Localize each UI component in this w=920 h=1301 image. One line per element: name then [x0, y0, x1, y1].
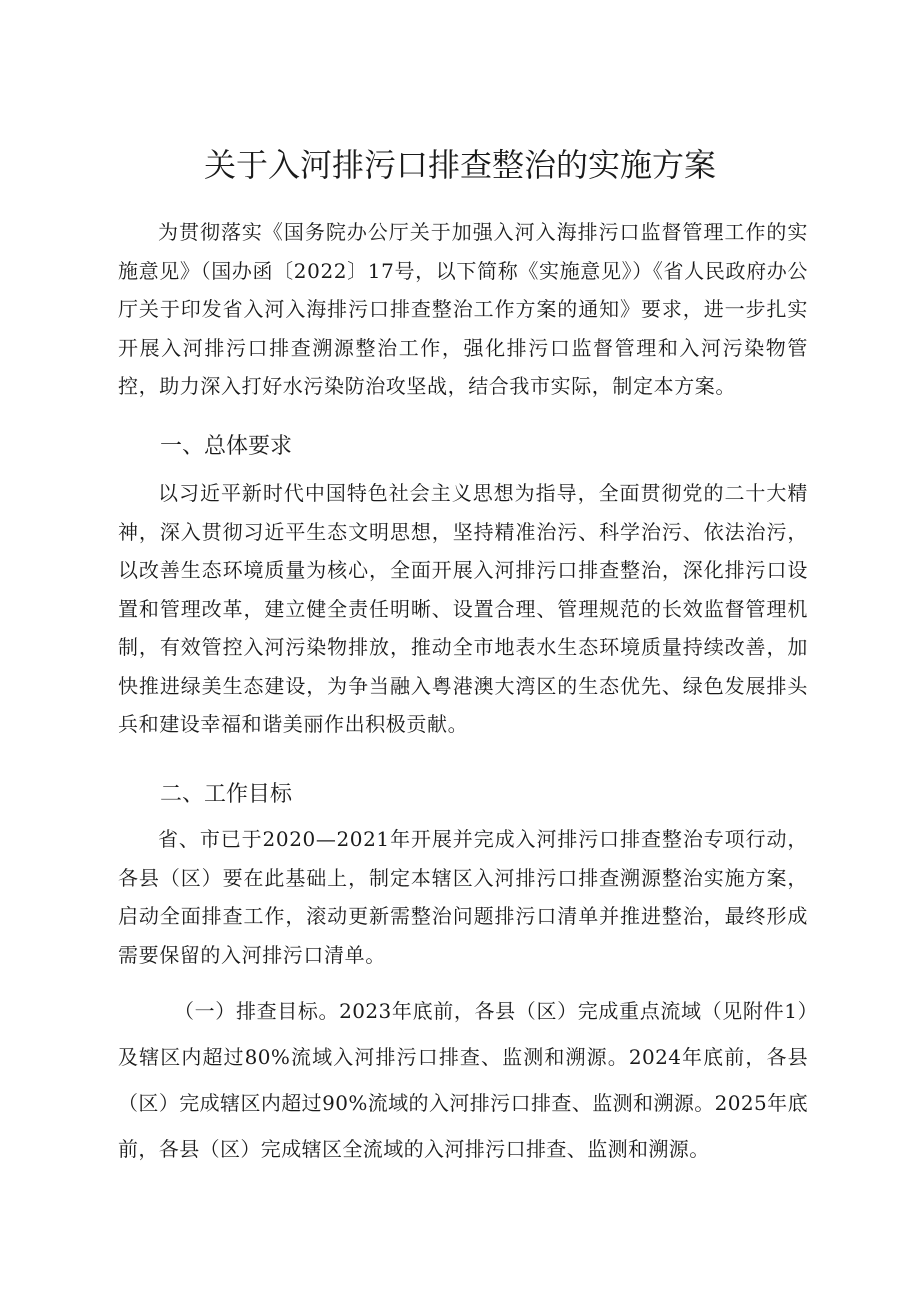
work-goals-paragraph: 省、市已于2020—2021年开展并完成入河排污口排查整治专项行动，各县（区）要在此基础上，制定本辖区入河排污口排查溯源整治实施方案，启动全面排查工作，滚动更新需整治问题排污口清单并推进整治，最终形成需要保留的入河排污口清单。 [118, 827, 808, 967]
intro-paragraph: 为贯彻落实《国务院办公厅关于加强入河入海排污口监督管理工作的实施意见》（国办函〔2022〕17号，以下简称《实施意见》）《省人民政府办公厅关于印发省入河入海排污口排查整治工作方案的通知》要求，进一步扎实开展入河排污口排查溯源整治工作，强化排污口监督管理和入河污染物管控，助力深入打好水污染防治攻坚战，结合我市实际，制定本方案。 [118, 220, 808, 398]
section-heading-work-goals: 二、工作目标 [160, 782, 293, 807]
section-heading-general-requirements: 一、总体要求 [160, 434, 293, 459]
document-title: 关于入河排污口排查整治的实施方案 [203, 146, 716, 185]
investigation-goals-paragraph: （一）排查目标。2023年底前，各县（区）完成重点流域（见附件1）及辖区内超过80%流域入河排污口排查、监测和溯源。2024年底前，各县（区）完成辖区内超过90%流域的入河排污口排查、监测和溯源。2025年底前，各县（区）完成辖区全流域的入河排污口排查、监测和溯源。 [118, 999, 808, 1161]
general-requirements-paragraph: 以习近平新时代中国特色社会主义思想为指导，全面贯彻党的二十大精神，深入贯彻习近平生态文明思想，坚持精准治污、科学治污、依法治污，以改善生态环境质量为核心，全面开展入河排污口排查整治，深化排污口设置和管理改革，建立健全责任明晰、设置合理、管理规范的长效监督管理机制，有效管控入河污染物排放，推动全市地表水生态环境质量持续改善，加快推进绿美生态建设，为争当融入粤港澳大湾区的生态优先、绿色发展排头兵和建设幸福和谐美丽作出积极贡献。 [118, 481, 808, 736]
